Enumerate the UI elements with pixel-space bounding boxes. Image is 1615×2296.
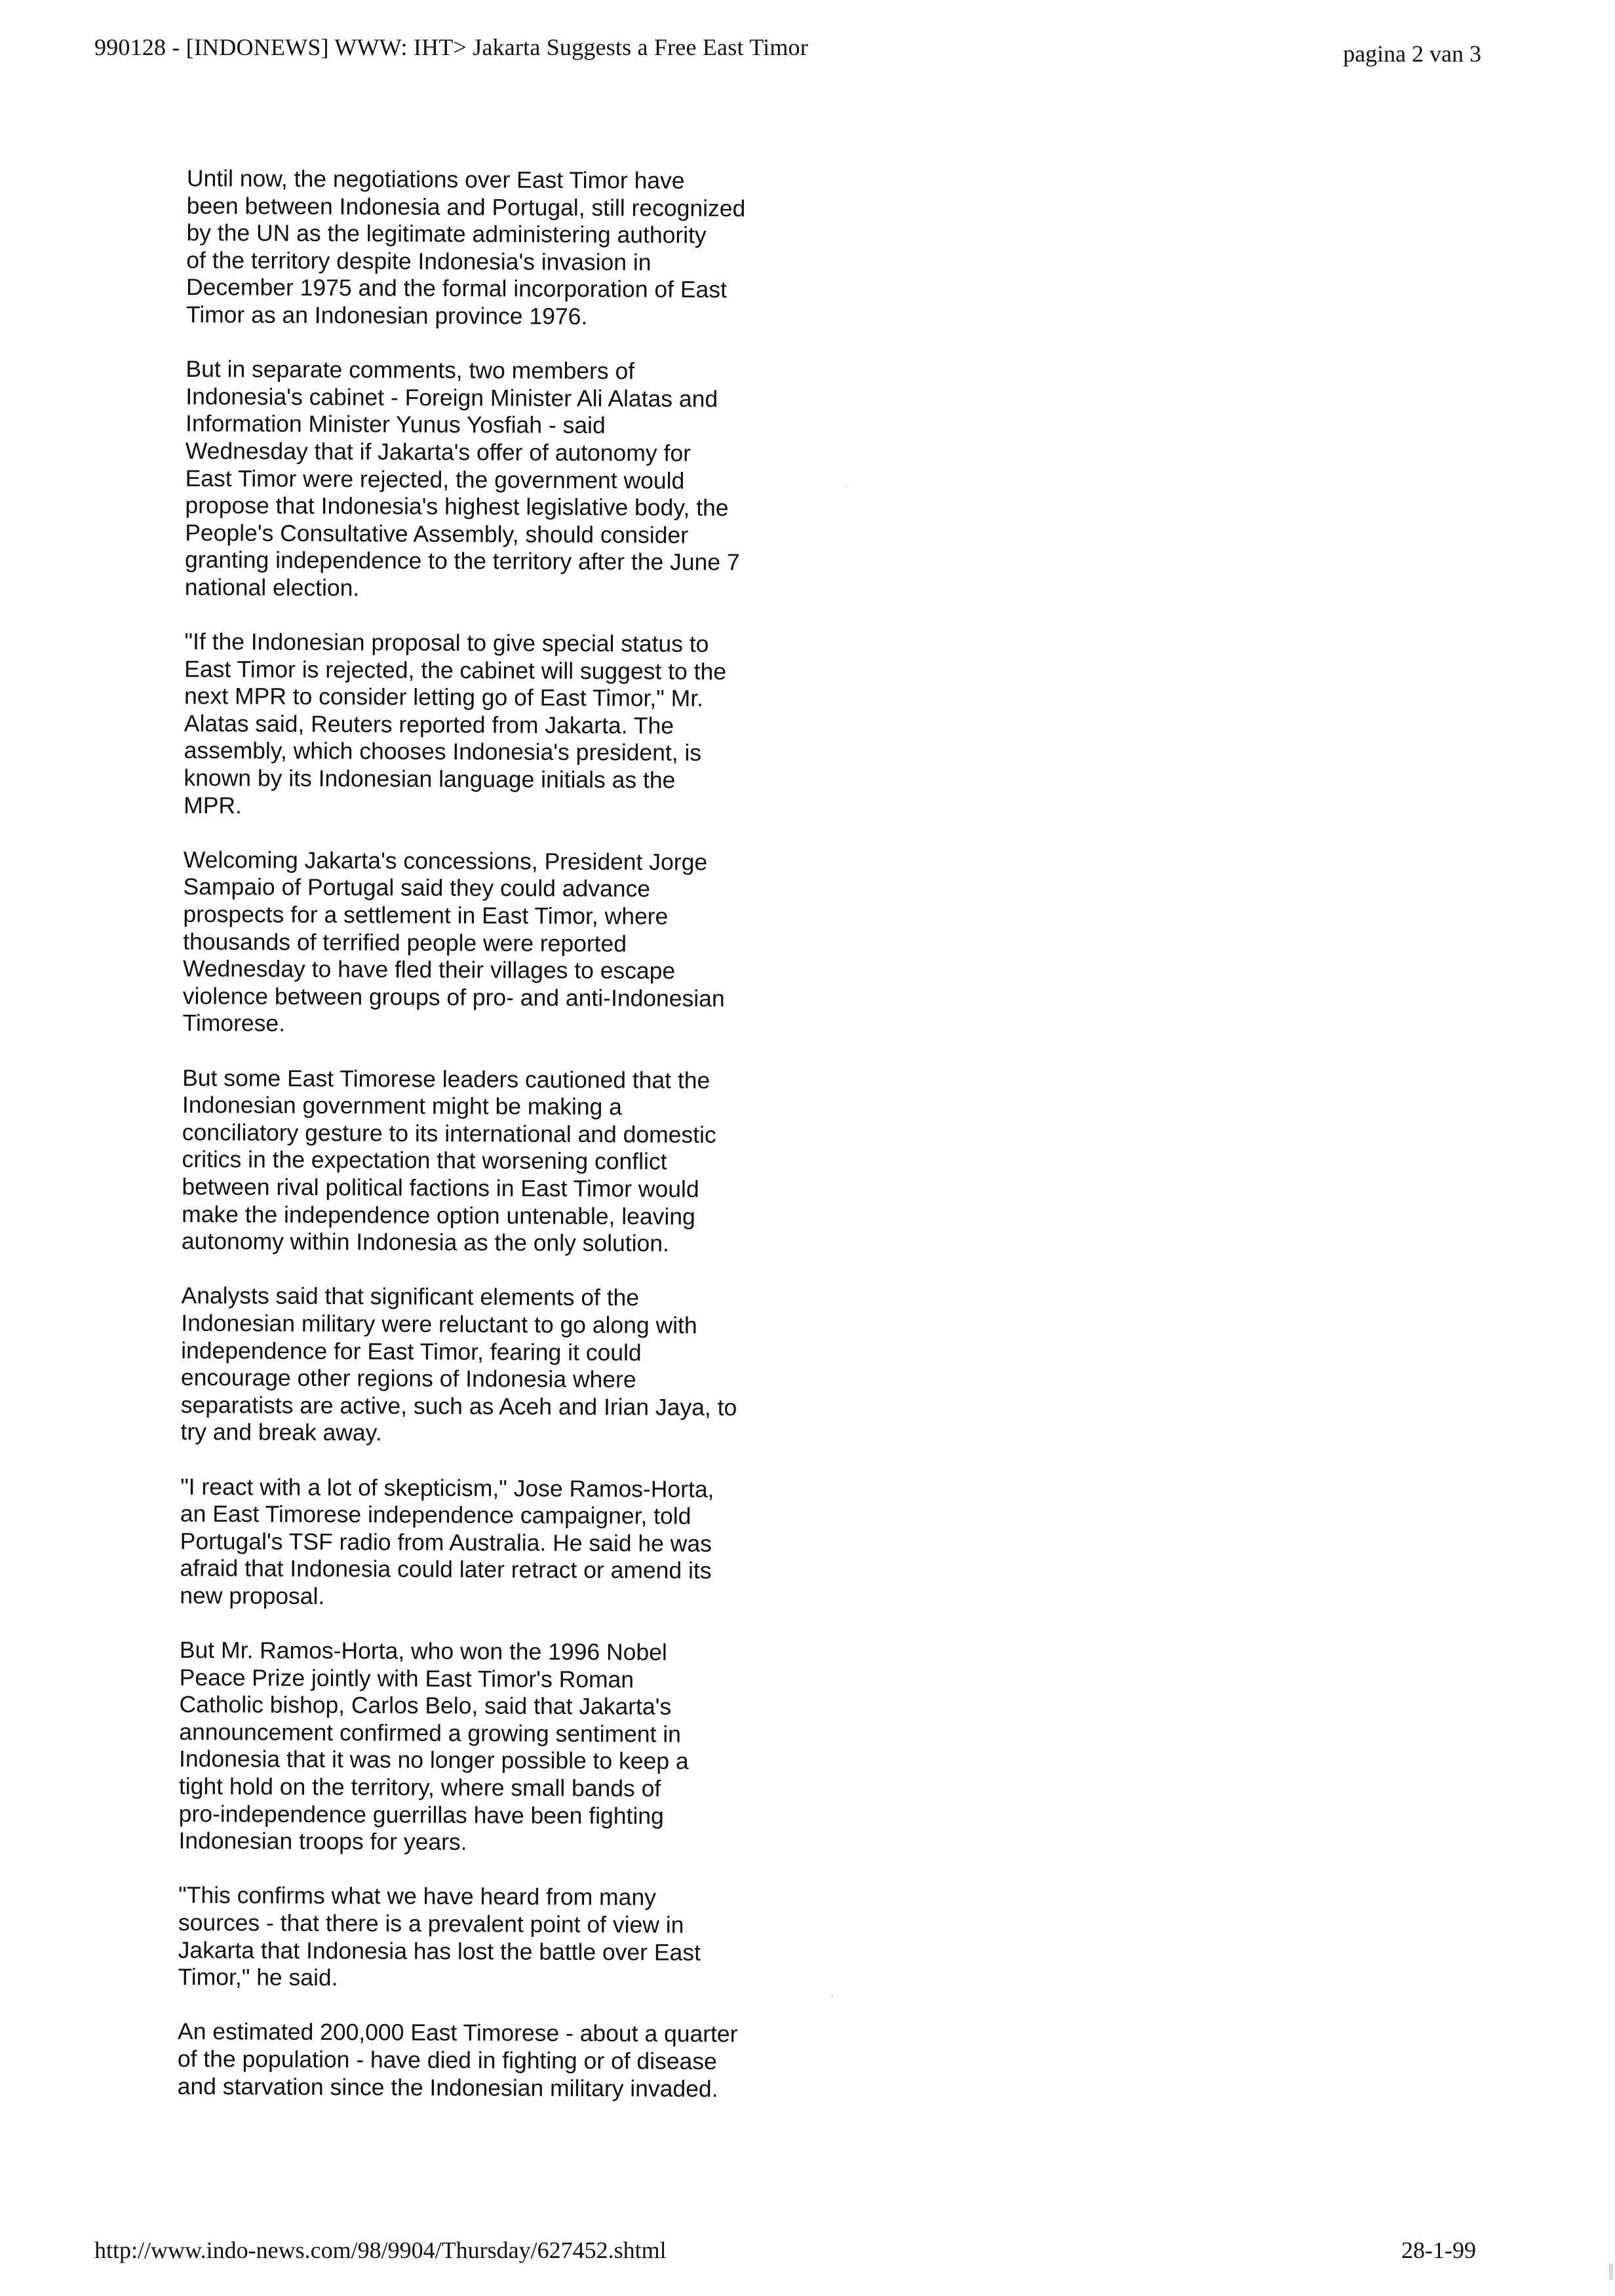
paragraph-line: MPR.: [184, 792, 243, 819]
paragraph-line: afraid that Indonesia could later retract or amend its: [180, 1555, 712, 1584]
paragraph-line: People's Consultative Assembly, should consider: [185, 519, 689, 548]
article-paragraph: [182, 847, 838, 1041]
paragraph-line: sources - that there is a prevalent point of view in: [178, 1909, 684, 1938]
page-header-title: 990128 - [INDONEWS] WWW: IHT> Jakarta Suggests a Free East Timor: [94, 34, 808, 60]
paragraph-line: Indonesian troops for years.: [178, 1827, 467, 1856]
footer-url: http://www.indo-news.com/98/9904/Thursday/627452.shtml: [94, 2237, 667, 2263]
paragraph-line: of the territory despite Indonesia's invasion in: [186, 246, 652, 276]
paragraph-line: Indonesia that it was no longer possible to keep a: [179, 1746, 689, 1775]
paragraph-line: East Timor were rejected, the government would: [185, 465, 685, 494]
paragraph-line: granting independence to the territory after the June 7: [184, 546, 740, 576]
paragraph-line: An estimated 200,000 East Timorese - about a quarter: [177, 2018, 738, 2048]
paragraph-line: Information Minister Yunus Yosfiah - said: [185, 410, 606, 439]
article-paragraph: [178, 2018, 834, 2103]
paragraph-line: try and break away.: [180, 1419, 382, 1446]
paragraph-line: Portugal's TSF radio from Australia. He said he was: [180, 1527, 712, 1557]
paragraph-line: Indonesian government might be making a: [182, 1092, 623, 1120]
article-paragraph: [185, 356, 842, 604]
paragraph-line: thousands of terrified people were reported: [183, 928, 627, 957]
paragraph-line: pro-independence guerrillas have been fighting: [178, 1800, 664, 1829]
paragraph-line: tight hold on the territory, where small bands of: [178, 1773, 661, 1802]
paragraph-line: critics in the expectation that worsening conflict: [182, 1146, 667, 1175]
paragraph-line: East Timor is rejected, the cabinet will suggest to the: [184, 655, 727, 685]
paragraph-line: Welcoming Jakarta's concessions, President Jorge: [183, 846, 708, 875]
paragraph-line: "This confirms what we have heard from many: [178, 1882, 656, 1911]
paragraph-line: been between Indonesia and Portugal, still recognized: [186, 192, 746, 221]
paragraph-line: autonomy within Indonesia as the only solution.: [181, 1228, 670, 1257]
paragraph-line: Until now, the negotiations over East Timor have: [186, 165, 685, 194]
paragraph-line: encourage other regions of Indonesia where: [180, 1364, 636, 1393]
article-paragraph: [178, 1882, 834, 1994]
paragraph-line: announcement confirmed a growing sentiment in: [179, 1718, 682, 1748]
paragraph-line: Jakarta that Indonesia has lost the battle over East: [178, 1936, 701, 1966]
article-paragraph: [180, 1282, 836, 1449]
article-paragraph: [178, 1637, 835, 1858]
article-paragraph: [180, 1473, 836, 1613]
paragraph-line: Analysts said that significant elements of the: [181, 1282, 640, 1311]
paragraph-line: assembly, which chooses Indonesia's president, is: [184, 737, 702, 767]
article-paragraph: [186, 165, 842, 332]
paragraph-line: new proposal.: [180, 1582, 325, 1609]
paragraph-line: separatists are active, such as Aceh and Irian Jaya, to: [180, 1391, 737, 1421]
article-paragraph: [182, 1065, 838, 1259]
paragraph-line: conciliatory gesture to its international and domestic: [182, 1119, 716, 1148]
paragraph-line: "If the Indonesian proposal to give special status to: [184, 628, 709, 657]
paragraph-line: propose that Indonesia's highest legislative body, the: [185, 492, 729, 522]
scan-speck: [846, 485, 847, 486]
paragraph-line: next MPR to consider letting go of East Timor," Mr.: [184, 683, 704, 712]
paragraph-line: of the population - have died in fighting or of disease: [177, 2045, 717, 2075]
footer-date: 28-1-99: [1401, 2237, 1476, 2263]
paragraph-line: national election.: [184, 573, 360, 602]
paragraph-line: known by its Indonesian language initials as the: [184, 765, 676, 794]
paragraph-line: prospects for a settlement in East Timor, where: [183, 901, 669, 930]
paragraph-line: independence for East Timor, fearing it could: [181, 1337, 642, 1366]
paragraph-line: violence between groups of pro- and anti-Indonesian: [182, 982, 725, 1012]
article-paragraph: [184, 628, 840, 822]
paragraph-line: Sampaio of Portugal said they could advance: [183, 873, 651, 902]
paragraph-line: between rival political factions in East Timor would: [182, 1173, 699, 1202]
paragraph-line: "I react with a lot of skepticism," Jose Ramos-Horta,: [180, 1473, 714, 1502]
paragraph-line: But some East Timorese leaders cautioned that the: [182, 1064, 710, 1094]
paragraph-line: Peace Prize jointly with East Timor's Roman: [179, 1664, 634, 1693]
paragraph-line: December 1975 and the formal incorporation of East: [185, 274, 728, 303]
paragraph-line: and starvation since the Indonesian military invaded.: [177, 2073, 718, 2102]
paragraph-line: make the independence option untenable, leaving: [182, 1200, 695, 1230]
paragraph-line: But Mr. Ramos-Horta, who won the 1996 Nobel: [179, 1637, 667, 1666]
paragraph-line: Wednesday to have fled their villages to escape: [182, 955, 676, 984]
article-body: [177, 165, 842, 2131]
paragraph-line: Timor," he said.: [178, 1964, 338, 1991]
paragraph-line: Catholic bishop, Carlos Belo, said that Jakarta's: [179, 1691, 672, 1720]
paragraph-line: Timorese.: [182, 1010, 286, 1037]
paragraph-line: Indonesia's cabinet - Foreign Minister Ali Alatas and: [185, 383, 718, 412]
paragraph-line: But in separate comments, two members of: [185, 356, 635, 385]
scan-speck: [831, 1995, 833, 1997]
page-number: pagina 2 van 3: [1343, 41, 1481, 67]
paragraph-line: Indonesian military were reluctant to go along with: [181, 1309, 697, 1339]
paragraph-line: Timor as an Indonesian province 1976.: [185, 301, 588, 330]
paragraph-line: an East Timorese independence campaigner, told: [180, 1501, 691, 1529]
paragraph-line: Alatas said, Reuters reported from Jakarta. The: [184, 710, 674, 739]
paragraph-line: by the UN as the legitimate administering authority: [186, 220, 707, 249]
paragraph-line: Wednesday that if Jakarta's offer of autonomy for: [185, 437, 691, 467]
scan-speck: [1609, 2264, 1613, 2280]
